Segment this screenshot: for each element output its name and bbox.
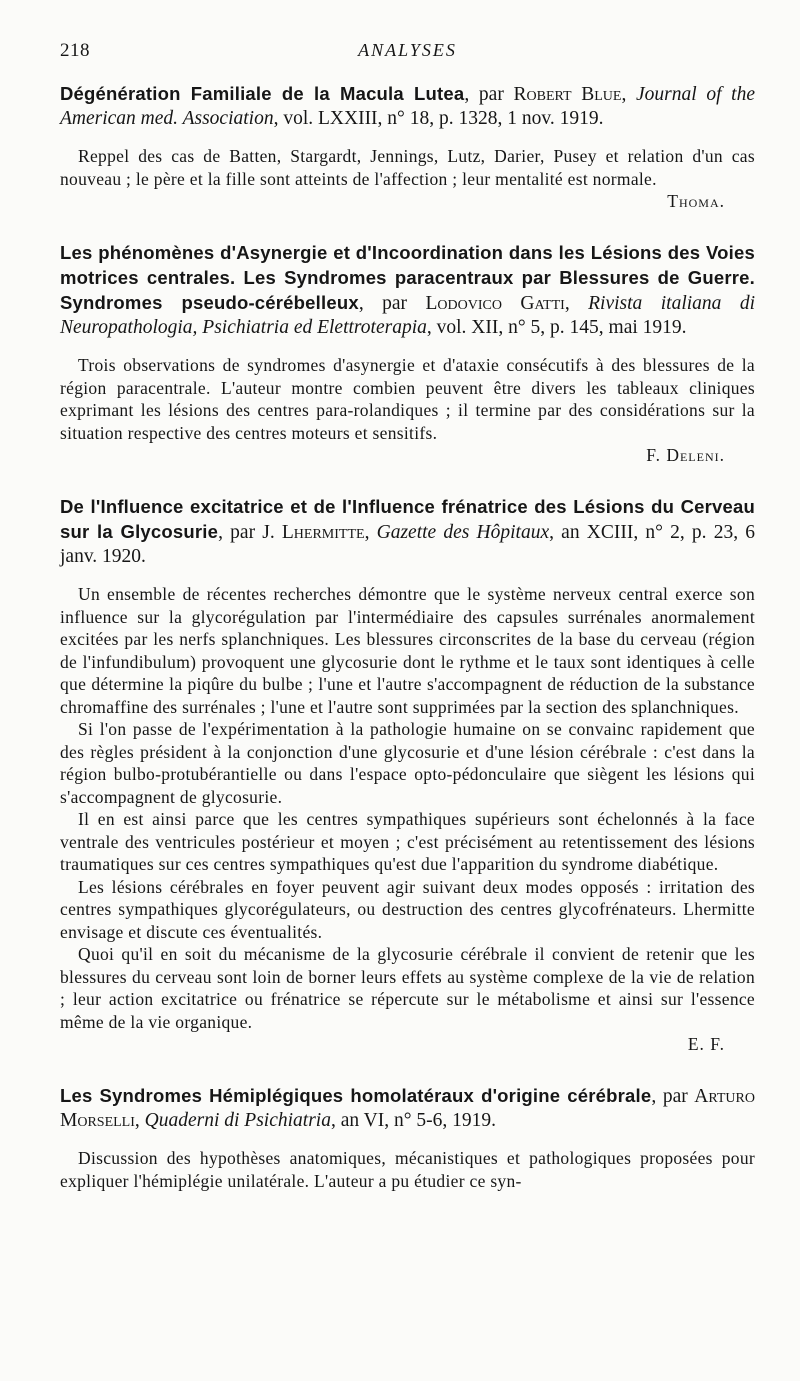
review-body: [60, 1147, 755, 1192]
review-citation: , vol. XII, n° 5, p. 145, mai 1919.: [426, 317, 687, 338]
review-heading: [60, 82, 755, 131]
review-title: De l'Influence excitatrice et de l'Influence frénatrice des Lésions du Cerveau sur la Glycosurie: [60, 496, 755, 542]
review-paragraph: Discussion des hypothèses anatomiques, mécanistiques et pathologiques proposées pour expliquer l'hémiplégie unilatérale. L'auteur a pu étudier ce syn-: [60, 1148, 755, 1191]
review-title: Les Syndromes Hémiplégiques homolatéraux d'origine cérébrale: [60, 1085, 652, 1106]
separator: ,: [134, 1110, 145, 1131]
review-signature: Thoma.: [667, 191, 725, 211]
review-citation: , an XCIII, n° 2, p. 23, 6 janv. 1920.: [60, 522, 755, 567]
par-text: , par: [651, 1086, 695, 1107]
review-heading: [60, 1084, 755, 1133]
running-header: [60, 40, 755, 64]
review-title: Les phénomènes d'Asynergie et d'Incoordination dans les Lésions des Voies motrices centrales. Les Syndromes paracentraux par Blessures de Guerre. Syndromes pseudo-cérébelleux: [60, 242, 755, 313]
review-journal: Journal of the American med. Association: [60, 84, 755, 129]
review-body: [60, 583, 755, 1033]
review-signature: E. F.: [687, 1034, 725, 1054]
review-hemiplegiques: [60, 1084, 755, 1192]
separator: ,: [364, 522, 377, 543]
review-asynergie: [60, 241, 755, 466]
review-title: Dégénération Familiale de la Macula Lutea: [60, 83, 465, 104]
section-title: ANALYSES: [358, 40, 457, 60]
review-heading: [60, 241, 755, 340]
review-paragraph: Trois observations de syndromes d'asynergie et d'ataxie consécutifs à des blessures de la région paracentrale. L'auteur montre combien peuvent être divers les tableaux cliniques exprimant les lésions des centres para-rolandiques ; il termine par des considérations sur la situation respective des centres moteurs et sensitifs.: [60, 355, 755, 443]
review-author: Arturo Morselli: [60, 1086, 755, 1131]
review-glycosurie: [60, 495, 755, 1055]
review-author: J. Lhermitte: [262, 522, 365, 543]
par-text: , par: [358, 293, 426, 314]
review-author: Robert Blue: [513, 84, 622, 105]
review-author: Lodovico Gatti: [425, 293, 565, 314]
review-citation: , vol. LXXIII, n° 18, p. 1328, 1 nov. 1919.: [273, 108, 604, 129]
separator: ,: [621, 84, 636, 105]
review-paragraph: Si l'on passe de l'expérimentation à la pathologie humaine on se convainc rapidement que des règles président à la conjonction d'une glycosurie et d'une lésion cérébrale : c'est dans la région bulbo-protubérantielle ou dans l'espace opto-pédonculaire que siègent les lésions qui s'accompagnent de glycosurie.: [60, 719, 755, 807]
review-signature: F. Deleni.: [646, 445, 725, 465]
review-macula-lutea: [60, 82, 755, 212]
review-journal: Quaderni di Psichiatria: [144, 1110, 331, 1131]
review-paragraph: Reppel des cas de Batten, Stargardt, Jennings, Lutz, Darier, Pusey et relation d'un cas nouveau ; le père et la fille sont atteints de l'affection ; leur mentalité est normale.: [60, 146, 755, 189]
review-paragraph: Un ensemble de récentes recherches démontre que le système nerveux central exerce son influence sur la glycorégulation par l'intermédiaire des capsules surrénales anormalement excitées par les nerfs splanchniques. Les blessures circonscrites de la base du cerveau (région de l'infundibulum) provoquent une glycosurie dont le rythme et le taux sont identiques à celle que détermine la piqûre du bulbe ; l'une et l'autre s'accompagnent de réduction de la substance chromaffine des surrénales ; l'une et l'autre sont supprimées par la section des splanchniques.: [60, 584, 755, 717]
review-paragraph: Il en est ainsi parce que les centres sympathiques supérieurs sont échelonnés à la face ventrale des ventricules postérieur et moyen ; c'est précisément au retentissement des lésions traumatiques sur ces centres sympathiques qu'est due l'apparition du syndrome diabétique.: [60, 809, 755, 874]
review-paragraph: Quoi qu'il en soit du mécanisme de la glycosurie cérébrale il convient de retenir que les blessures du cerveau sont loin de borner leurs effets au système complexe de la vie de relation ; leur action excitatrice ou frénatrice se répercute sur le métabolisme et ainsi sur l'essence même de la vie organique.: [60, 944, 755, 1032]
par-text: , par: [464, 84, 514, 105]
review-citation: , an VI, n° 5-6, 1919.: [330, 1110, 497, 1131]
review-paragraph: Les lésions cérébrales en foyer peuvent agir suivant deux modes opposés : irritation des centres sympathiques glycorégulateurs, ou destruction des centres glycofrénateurs. Lhermitte envisage et discute ces éventualités.: [60, 876, 755, 942]
review-journal: Gazette des Hôpitaux: [376, 522, 550, 543]
review-body: [60, 354, 755, 444]
par-text: , par: [218, 522, 263, 543]
page-number: 218: [60, 40, 90, 61]
review-body: [60, 145, 755, 190]
review-journal: Rivista italiana di Neuropathologia, Psichiatria ed Elettroterapia: [60, 293, 756, 338]
review-heading: [60, 495, 755, 569]
separator: ,: [564, 293, 589, 314]
page-content: [60, 82, 755, 1221]
